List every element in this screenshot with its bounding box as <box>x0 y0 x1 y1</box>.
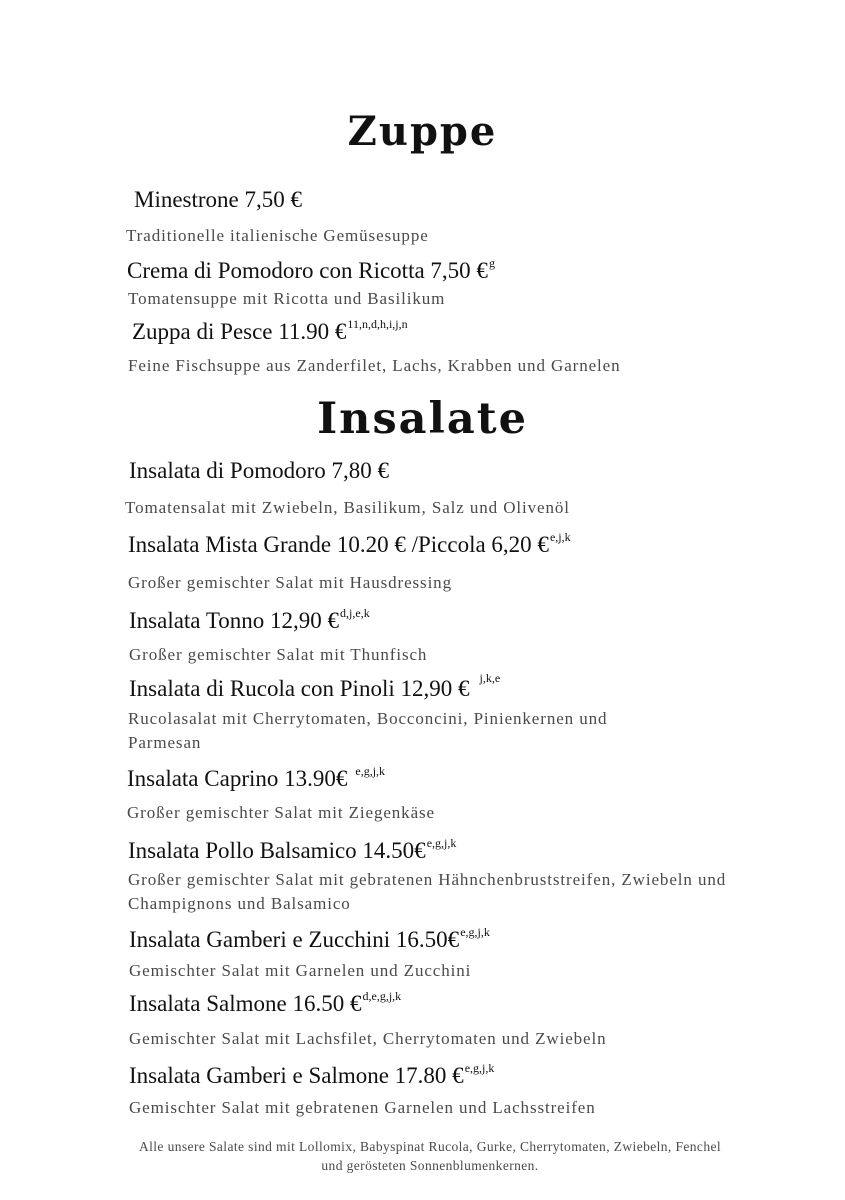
menu-item-description-continued: Parmesan <box>128 733 202 752</box>
menu-item-description: Traditionelle italienische Gemüsesuppe <box>126 226 429 245</box>
menu-item-description: Gemischter Salat mit Lachsfilet, Cherrytomaten und Zwiebeln <box>129 1029 607 1048</box>
allergen-codes: g <box>488 256 495 270</box>
menu-item-description: Großer gemischter Salat mit gebratenen Hähnchenbruststreifen, Zwiebeln und <box>128 870 727 889</box>
menu-item-insalata-gamberi-salmone <box>129 1061 494 1089</box>
menu-item-description: Großer gemischter Salat mit Thunfisch <box>129 645 428 664</box>
menu-item-name: Zuppa di Pesce 11.90 € <box>132 319 347 344</box>
menu-item-description: Tomatensalat mit Zwiebeln, Basilikum, Salz und Olivenöl <box>125 498 570 517</box>
menu-item-name: Insalata Mista Grande 10.20 € /Piccola 6,20 € <box>128 532 549 557</box>
menu-item-insalata-tonno <box>129 606 370 634</box>
allergen-codes: e,j,k <box>549 530 571 544</box>
menu-item-description: Rucolasalat mit Cherrytomaten, Bocconcini, Pinienkernen und <box>128 709 608 728</box>
menu-item-name: Insalata Gamberi e Zucchini 16.50€ <box>129 927 460 952</box>
menu-item-insalata-di-rucola <box>129 671 500 702</box>
menu-item-name: Insalata Pollo Balsamico 14.50€ <box>128 838 426 863</box>
allergen-codes: e,g,j,k <box>464 1061 495 1075</box>
menu-item-description: Gemischter Salat mit Garnelen und Zucchini <box>129 961 472 980</box>
footer-note <box>40 1137 820 1175</box>
menu-item-insalata-salmone <box>129 989 401 1017</box>
allergen-codes: e,g,j,k <box>426 836 457 850</box>
menu-item-crema-di-pomodoro <box>127 256 495 284</box>
menu-item-description: Tomatensuppe mit Ricotta und Basilikum <box>128 289 446 308</box>
allergen-codes: j,k,e <box>479 671 501 685</box>
allergen-codes: e,g,j,k <box>355 764 386 778</box>
menu-item-name: Insalata Caprino 13.90€ <box>127 766 348 791</box>
menu-item-insalata-mista <box>128 530 571 558</box>
menu-item-description: Gemischter Salat mit gebratenen Garnelen und Lachsstreifen <box>129 1098 596 1117</box>
allergen-codes: d,e,g,j,k <box>362 989 402 1003</box>
section-title-zuppe: Zuppe <box>347 108 498 155</box>
menu-item-name: Insalata Tonno 12,90 € <box>129 608 340 633</box>
menu-item-insalata-pollo-balsamico <box>128 836 456 864</box>
menu-item-name: Minestrone 7,50 € <box>134 187 303 212</box>
menu-item-description-continued: Champignons und Balsamico <box>128 894 351 913</box>
allergen-codes: d,j,e,k <box>340 606 370 620</box>
footer-line-2: und gerösteten Sonnenblumenkernen. <box>321 1158 539 1173</box>
menu-item-name: Insalata Salmone 16.50 € <box>129 991 362 1016</box>
menu-item-insalata-di-pomodoro <box>129 458 389 484</box>
menu-item-name: Crema di Pomodoro con Ricotta 7,50 € <box>127 258 488 283</box>
menu-item-description: Großer gemischter Salat mit Ziegenkäse <box>127 803 435 822</box>
footer-line-1: Alle unsere Salate sind mit Lollomix, Babyspinat Rucola, Gurke, Cherrytomaten, Zwiebeln, Fenchel <box>138 1139 722 1154</box>
menu-item-description: Großer gemischter Salat mit Hausdressing <box>128 573 452 592</box>
menu-item-minestrone <box>134 187 302 213</box>
menu-item-insalata-caprino <box>127 764 385 792</box>
menu-item-name: Insalata di Pomodoro 7,80 € <box>129 458 389 483</box>
menu-item-zuppa-di-pesce <box>132 317 408 345</box>
section-title-insalate: Insalate <box>317 394 528 444</box>
allergen-codes: 11,n,d,h,i,j,n <box>347 317 408 331</box>
menu-item-name: Insalata di Rucola con Pinoli 12,90 € <box>129 676 470 701</box>
menu-item-description: Feine Fischsuppe aus Zanderfilet, Lachs, Krabben und Garnelen <box>128 356 621 375</box>
menu-item-name: Insalata Gamberi e Salmone 17.80 € <box>129 1063 464 1088</box>
allergen-codes: e,g,j,k <box>460 925 490 939</box>
menu-item-insalata-gamberi-zucchini <box>129 925 490 953</box>
